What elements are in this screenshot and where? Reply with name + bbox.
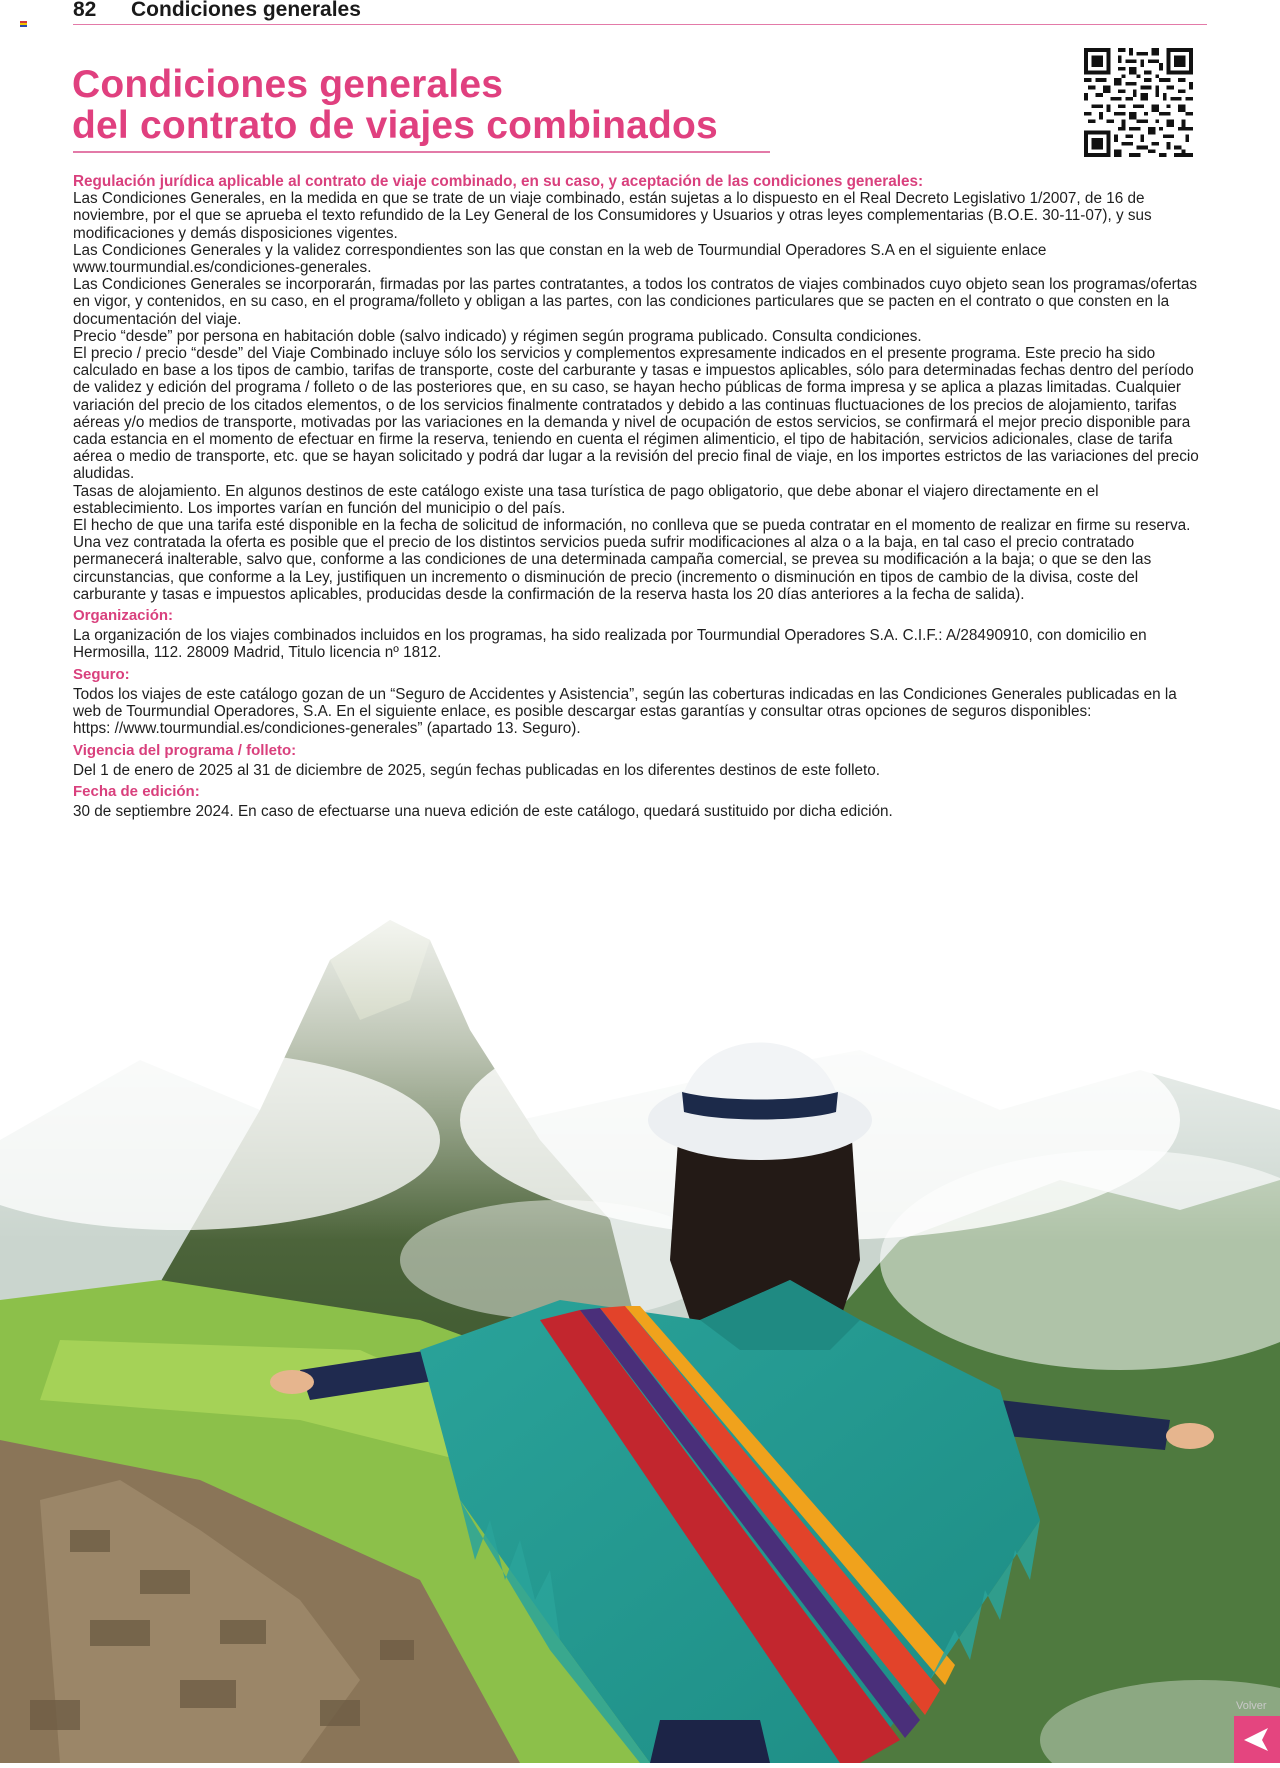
section-heading-vigencia: Vigencia del programa / folleto:	[73, 741, 297, 759]
title-line-2: del contrato de viajes combinados	[72, 104, 718, 147]
section-heading-organizacion: Organización:	[73, 607, 174, 625]
flag-icon	[20, 21, 27, 27]
qr-code-icon[interactable]	[1084, 48, 1193, 157]
back-arrow-icon	[1234, 1716, 1280, 1763]
paragraph: Las Condiciones Generales se incorporarán, firmadas por las partes contratantes, a todos los contratos de viajes combinados cuyo objeto sean los programas/ofertas en vigor, y contenidos, en su caso, en el programa/folleto y obligan a las partes, con las condiciones particulares que se pacten en el contrato o que consten en la documentación del viaje.	[73, 276, 1198, 328]
section-heading-regulacion: Regulación jurídica aplicable al contrato de viaje combinado, en su caso, y aceptación de las condiciones generales:	[73, 173, 924, 190]
paragraph-vigencia: Del 1 de enero de 2025 al 31 de diciembre de 2025, según fechas publicadas en los diferentes destinos de este folleto.	[73, 761, 881, 779]
seguro-link[interactable]: https: //www.tourmundial.es/condiciones-generales” (apartado 13. Seguro).	[73, 720, 581, 738]
section-heading-fecha: Fecha de edición:	[73, 782, 200, 800]
page-title	[72, 64, 718, 146]
page-number: 82	[73, 0, 97, 21]
paragraph: Las Condiciones Generales, en la medida en que se trate de un viaje combinado, están sujetas a lo dispuesto en el Real Decreto Legislativo 1/2007, de 16 de noviembre, por el que se aprueba el texto refundido de la Ley General de los Consumidores y Usuarios y otras leyes complementarias (B.O.E. 30-11-07), y sus modificaciones y demás disposiciones vigentes.	[73, 190, 1152, 242]
header-title: Condiciones generales	[131, 0, 361, 21]
paragraph: El hecho de que una tarifa esté disponible en la fecha de solicitud de información, no conlleva que se pueda contratar en el momento de realizar en firme su reserva. Una vez contratada la oferta es posible que el precio de los distintos servicios pueda sufrir modificaciones al alza o a la baja, en tal caso el precio contratado permanecerá inalterable, salvo que, conforme a las condiciones de una determinada campaña comercial, se prevea su modificación a la baja; o que se den las circunstancias, que conforme a la Ley, justifiquen un incremento o disminución de precio (incremento o disminución en tipos de cambio de la divisa, coste del carburante y tasas e impuestos aplicables, producidas desde la confirmación de la reserva hasta los 20 días anteriores a la fecha de salida).	[73, 517, 1191, 603]
section-heading-seguro: Seguro:	[73, 665, 130, 683]
conditions-body	[73, 173, 1207, 820]
watermark-text: Volver	[1236, 1700, 1267, 1712]
paragraph: Las Condiciones Generales y la validez correspondientes son las que constan en la web de Tourmundial Operadores S.A en el siguiente enlace www.tourmundial.es/condiciones-generales.	[73, 241, 1047, 277]
paragraph-organizacion: La organización de los viajes combinados incluidos en los programas, ha sido realizada por Tourmundial Operadores S.A. C.I.F.: A/28490910, con domicilio en Hermosilla, 112. 28009 Madrid, Titulo licencia nº 1812.	[73, 627, 1147, 662]
title-line-1: Condiciones generales	[72, 63, 504, 106]
paragraph: El precio / precio “desde” del Viaje Combinado incluye sólo los servicios y complementos expresamente indicados en el presente programa. Este precio ha sido calculado en base a los tipos de cambio, tarifas de transporte, coste del carburante y tasas e impuestos aplicables, sólo para determinadas fechas dentro del período de validez y edición del programa / folleto o de las posteriores que, en su caso, se hayan hecho públicas de forma impresa y se aplica a plazas limitadas. Cualquier variación del precio de los citados elementos, o de los servicios finalmente contratados y debido a las continuas fluctuaciones de los precios de alojamiento, tarifas aéreas y/o medios de transporte, motivadas por las variaciones en la demanda y nivel de ocupación de estos servicios, se confirmará el mejor precio disponible para cada estancia en el momento de efectuar en firme la reserva, teniendo en cuenta el régimen alimenticio, el tipo de habitación, servicios adicionales, clase de tarifa aérea o medio de transporte, etc. que se hayan solicitado y podrá dar lugar a la revisión del precio final de viaje, en los importes estrictos de las variaciones del precio aludidas.	[73, 345, 1199, 483]
paragraph: Tasas de alojamiento. En algunos destinos de este catálogo existe una tasa turística de pago obligatorio, que debe abonar el viajero directamente en el establecimiento. Los importes varían en función del municipio o del país.	[73, 482, 1099, 517]
machu-picchu-photo	[0, 880, 1280, 1763]
paragraph-seguro: Todos los viajes de este catálogo gozan de un “Seguro de Accidentes y Asistencia”, según las coberturas indicadas en las Condiciones Generales publicadas en la web de Tourmundial Operadores, S.A. En el siguiente enlace, es posible descargar estas garantías y consultar otras opciones de seguros disponibles:	[73, 685, 1177, 721]
page-header	[73, 0, 1207, 25]
title-underline	[73, 151, 770, 153]
paragraph-fecha: 30 de septiembre 2024. En caso de efectuarse una nueva edición de este catálogo, quedará sustituido por dicha edición.	[73, 803, 893, 821]
back-button[interactable]	[1234, 1716, 1280, 1763]
paragraph: Precio “desde” por persona en habitación doble (salvo indicado) y régimen según programa publicado. Consulta condiciones.	[73, 327, 922, 345]
